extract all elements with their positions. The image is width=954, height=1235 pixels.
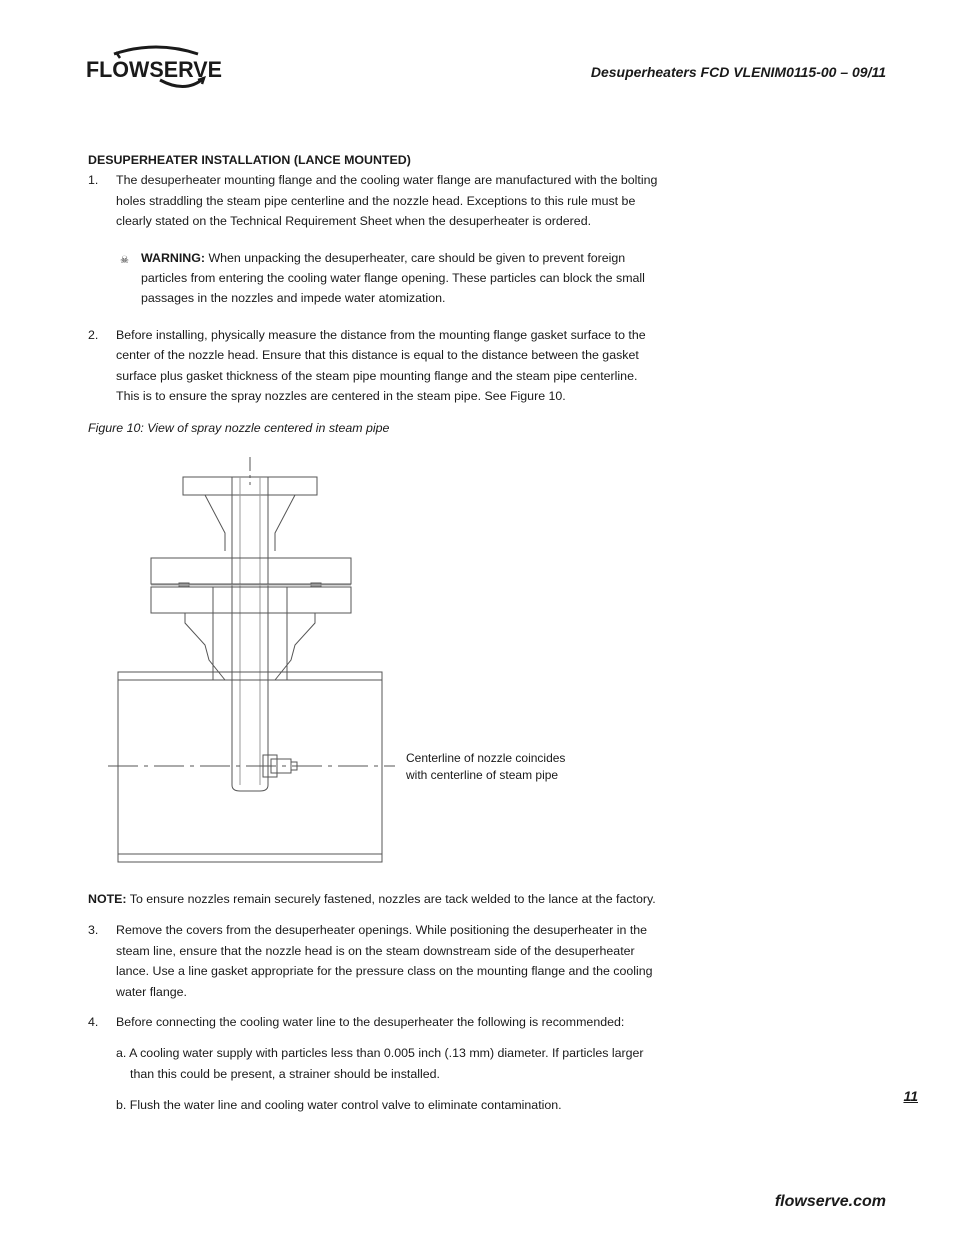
warning-label: WARNING:	[141, 250, 206, 265]
note-text: To ensure nozzles remain securely fastened, nozzles are tack welded to the lance at the factory.	[126, 892, 656, 906]
warning-text: When unpacking the desuperheater, care should be given to prevent foreign particles from entering the cooling water flange opening. These particles can block the small passages in the nozzles and impede water atomization.	[141, 250, 645, 306]
item-text: Before installing, physically measure the distance from the mounting flange gasket surface to the center of the nozzle head. Ensure that this distance is equal to the distance between the gasket surface plus gasket thickness of the steam pipe mounting flange and the steam pipe centerline. This is to ensure the spray nozzles are centered in the steam pipe. See Figure 10.	[116, 327, 646, 404]
list-item	[88, 1012, 658, 1032]
figure-callout	[406, 750, 606, 783]
figure-caption: Figure 10: View of spray nozzle centered in steam pipe	[88, 421, 390, 436]
note	[88, 889, 658, 909]
lance-diagram	[105, 455, 405, 865]
item-text: Before connecting the cooling water line to the desuperheater the following is recommended:	[116, 1015, 625, 1030]
skull-crossbones-icon: ☠	[120, 254, 129, 266]
warning-block	[88, 248, 658, 309]
list-item	[88, 920, 658, 1002]
lance-diagram-svg	[105, 455, 405, 865]
document-title: Desuperheaters FCD VLENIM0115-00 – 09/11	[590, 64, 886, 80]
item-number: 3.	[88, 923, 99, 938]
sub-item: b. Flush the water line and cooling water control valve to eliminate contamination.	[116, 1098, 562, 1113]
logo-text: FLOWSERVE	[86, 57, 222, 82]
section-title: DESUPERHEATER INSTALLATION (LANCE MOUNTED)	[88, 153, 411, 167]
callout-line: Centerline of nozzle coincides	[406, 751, 566, 765]
item-number: 2.	[88, 327, 99, 342]
item-number: 1.	[88, 173, 99, 188]
item-text: Remove the covers from the desuperheater openings. While positioning the desuperheater in the steam line, ensure that the nozzle head is on the steam downstream side of the desuperheater lance. Use a line gasket appropriate for the pressure class on the mounting flange and the cooling water flange.	[116, 923, 653, 999]
list-item	[88, 170, 658, 231]
flowserve-logo-mark	[86, 42, 226, 94]
note-label: NOTE:	[88, 892, 127, 906]
footer-url[interactable]: flowserve.com	[774, 1193, 886, 1210]
flowserve-logo	[86, 42, 226, 94]
lower-content	[88, 889, 658, 1116]
main-content	[88, 150, 658, 451]
item-number: 4.	[88, 1015, 99, 1030]
callout-line: with centerline of steam pipe	[406, 767, 559, 782]
list-item	[88, 325, 658, 407]
item-text: The desuperheater mounting flange and the cooling water flange are manufactured with the bolting holes straddling the steam pipe centerline and the nozzle head. Exceptions to this rule must be clearly stated on the Technical Requirement Sheet when the desuperheater is ordered.	[116, 173, 658, 229]
page-number: 11	[903, 1088, 918, 1104]
sub-item: a. A cooling water supply with particles less than 0.005 inch (.13 mm) diameter. If particles larger than this could be present, a strainer should be installed.	[116, 1046, 644, 1081]
